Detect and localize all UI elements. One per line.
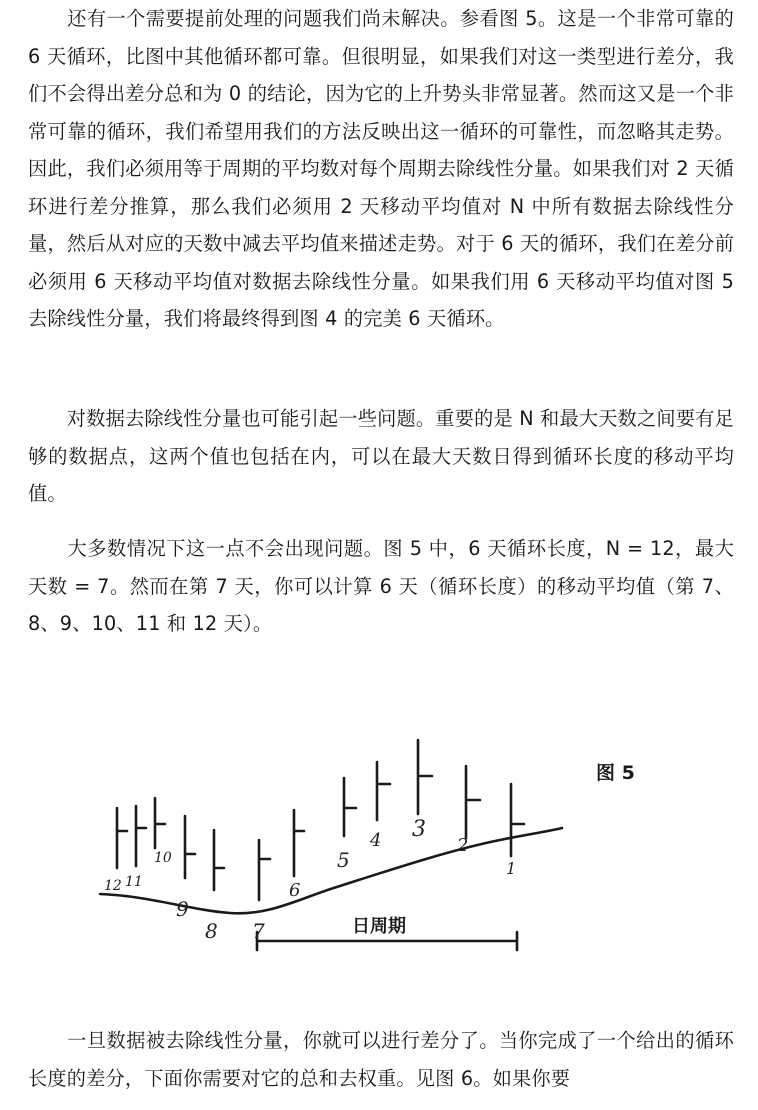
bar-label-11: 11 xyxy=(125,874,143,890)
trend-curve xyxy=(100,828,562,913)
bar-label-5: 5 xyxy=(337,848,350,872)
paragraph-1: 还有一个需要提前处理的问题我们尚未解决。参看图 5。这是一个非常可靠的 6 天循环，比图中其他循环都可靠。但很明显，如果我们对这一类型进行差分，我们不会得出差分总和为 0 的结论，因为它的上升势头非常显著。然而这又是一个非常可靠的循环，我们希望用我们的方法反映出这一循环的可靠性，而忽略其走势。因此，我们必须用等于周期的平均数对每个周期去除线性分量。如果我们对 2 天循环进行差分推算，那么我们必须用 2 天移动平均值对 N 中所有数据去除线性分量，然后从对应的天数中减去平均值来描述走势。对于 6 天的循环，我们在差分前必须用 6 天移动平均值对数据去除线性分量。如果我们用 6 天移动平均值对图 5 去除线性分量，我们将最终得到图 4 的完美 6 天循环。 xyxy=(28,7,734,330)
cycle-axis-label: 日周期 xyxy=(352,916,406,937)
bar-label-6: 6 xyxy=(289,880,301,901)
bar-label-9: 9 xyxy=(176,897,189,921)
bar-label-12: 12 xyxy=(104,878,122,894)
bar-9 xyxy=(185,816,195,878)
bar-8 xyxy=(214,830,224,890)
bar-label-8: 8 xyxy=(205,919,218,943)
bar-10 xyxy=(155,798,165,848)
bar-3 xyxy=(418,740,432,814)
bar-7 xyxy=(259,840,270,900)
bar-12 xyxy=(117,808,127,868)
bar-label-1: 1 xyxy=(506,859,517,878)
bar-4 xyxy=(377,762,390,820)
bar-11 xyxy=(136,806,146,866)
bar-label-7: 7 xyxy=(252,919,265,943)
bar-6 xyxy=(294,810,304,876)
bar-2 xyxy=(466,766,480,838)
bar-label-3: 3 xyxy=(412,817,426,842)
bar-1 xyxy=(511,784,524,856)
paragraph-3: 大多数情况下这一点不会出现问题。图 5 中，6 天循环长度，N = 12，最大天数 = 7。然而在第 7 天，你可以计算 6 天（循环长度）的移动平均值（第 7、8、9、10、11 和 12 天）。 xyxy=(28,537,734,635)
figure-5-drawing xyxy=(0,728,758,978)
bar-label-10: 10 xyxy=(154,850,172,866)
paragraph-2: 对数据去除线性分量也可能引起一些问题。重要的是 N 和最大天数之间要有足够的数据点，这两个值也包括在内，可以在最大天数日得到循环长度的移动平均值。 xyxy=(28,407,734,505)
bar-5 xyxy=(344,778,356,836)
bar-label-2: 2 xyxy=(457,835,469,856)
figure-title: 图 5 xyxy=(596,762,635,784)
figure-5 xyxy=(0,728,758,978)
paragraph-4: 一旦数据被去除线性分量，你就可以进行差分了。当你完成了一个给出的循环长度的差分，下面你需要对它的总和去权重。见图 6。如果你要 xyxy=(28,1029,734,1090)
bar-label-4: 4 xyxy=(370,830,382,851)
